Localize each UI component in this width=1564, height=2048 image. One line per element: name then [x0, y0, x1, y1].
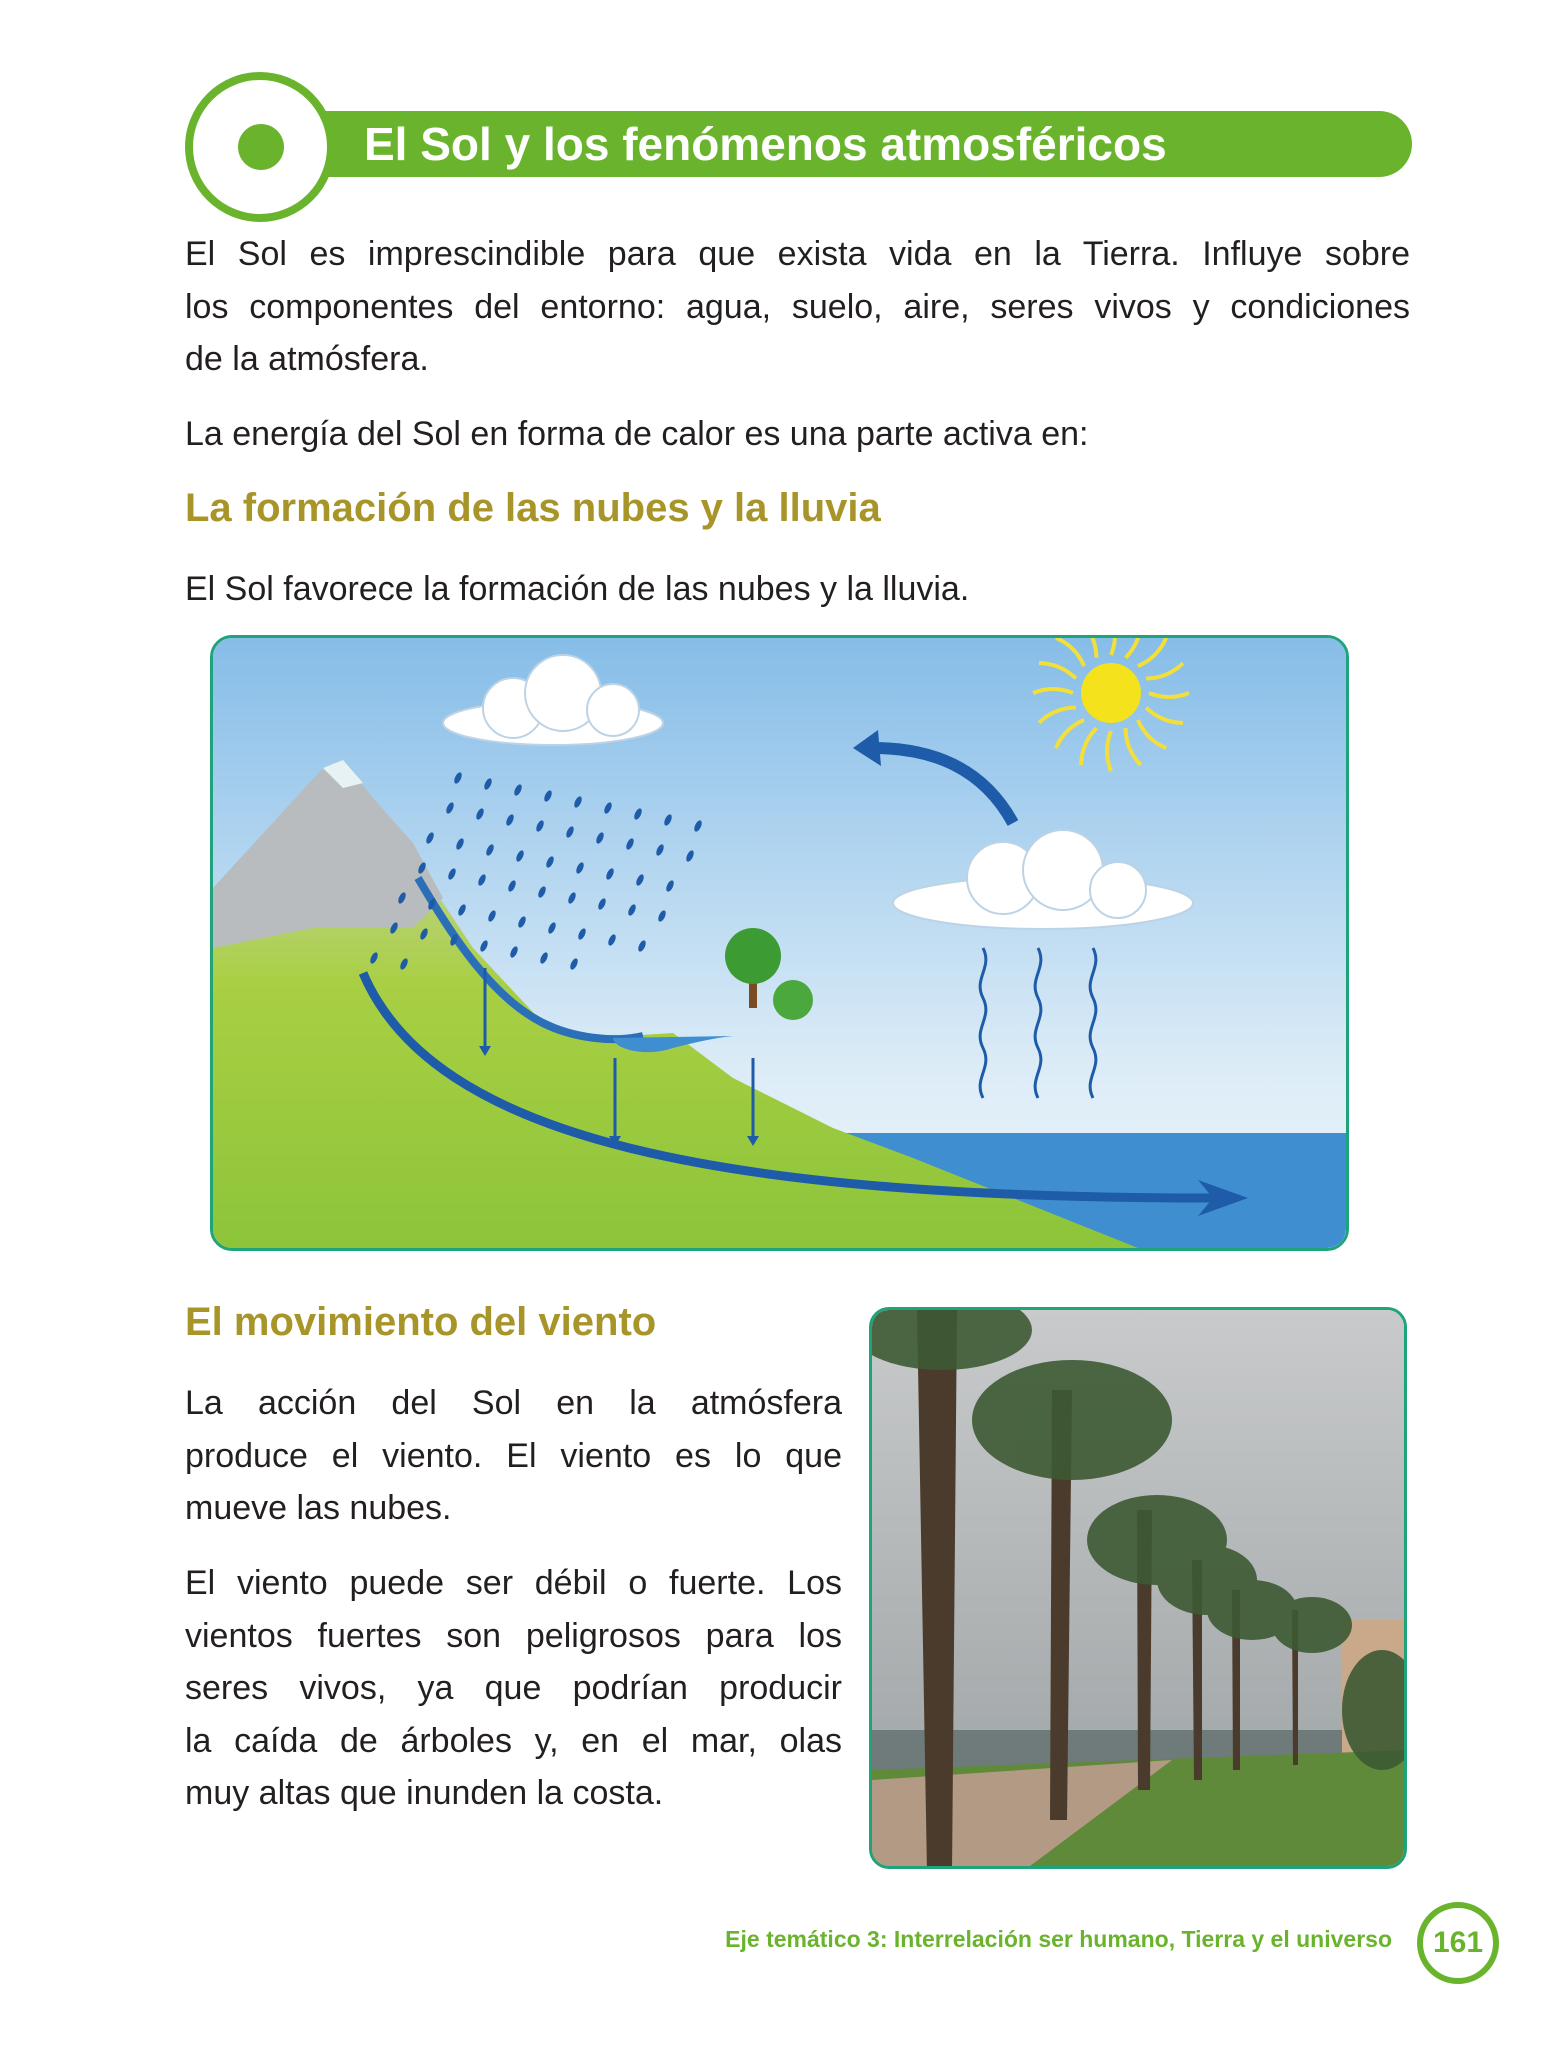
intro-paragraph [185, 228, 1410, 386]
wind-line: mueve las nubes. [185, 1489, 452, 1527]
wind-line: El viento puede ser débil o fuerte. Los [185, 1564, 842, 1602]
title-dot-icon [238, 124, 284, 170]
page-number: 161 [1417, 1902, 1499, 1984]
wind-line: La acción del Sol en la atmósfera [185, 1384, 842, 1422]
intro-line: El Sol es imprescindible para que exista vida en la Tierra. Influye sobre [185, 235, 1410, 273]
wind-paragraph-1 [185, 1377, 842, 1535]
wind-line: la caída de árboles y, en el mar, olas [185, 1721, 842, 1760]
intro-line: de la atmósfera. [185, 340, 429, 378]
heading-clouds: La formación de las nubes y la lluvia [185, 486, 881, 530]
footer-text: Eje temático 3: Interrelación ser humano, Tierra y el universo [725, 1926, 1392, 1952]
wind-line: vientos fuertes son peligrosos para los [185, 1616, 842, 1655]
heading-wind: El movimiento del viento [185, 1300, 657, 1344]
clouds-text: El Sol favorece la formación de las nubes y la lluvia. [185, 570, 970, 608]
wind-line: produce el viento. El viento es lo que [185, 1436, 842, 1475]
wind-line: muy altas que inunden la costa. [185, 1774, 664, 1812]
intro-line: los componentes del entorno: agua, suelo, aire, seres vivos y condiciones [185, 287, 1410, 326]
page-title: El Sol y los fenómenos atmosféricos [364, 118, 1167, 170]
wind-paragraph-2 [185, 1557, 842, 1820]
wind-line: seres vivos, ya que podrían producir [185, 1669, 842, 1707]
energy-text: La energía del Sol en forma de calor es una parte activa en: [185, 415, 1089, 453]
water-cycle-diagram [210, 635, 1349, 1251]
windy-palms-photo [869, 1307, 1407, 1869]
